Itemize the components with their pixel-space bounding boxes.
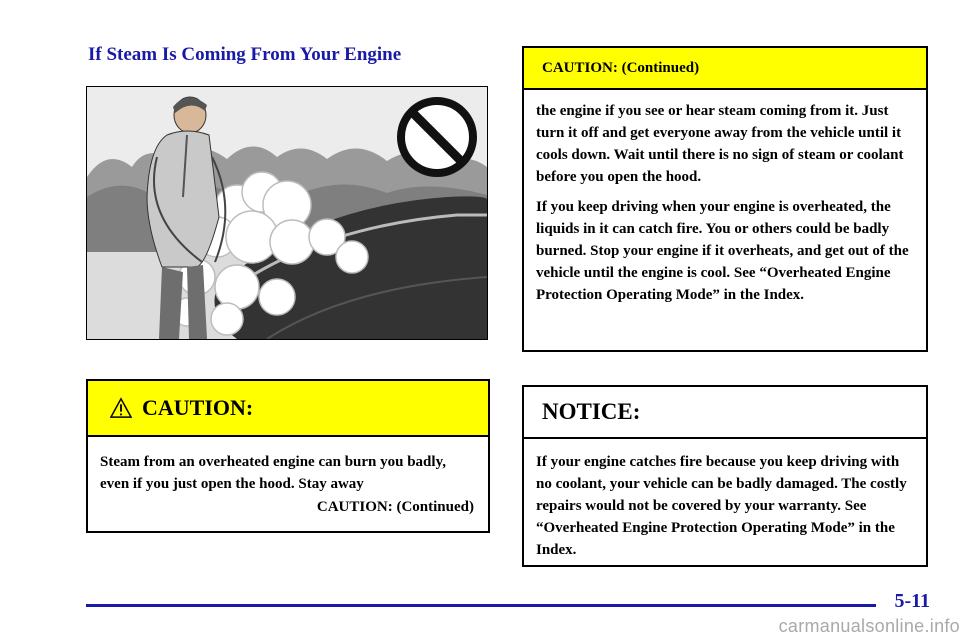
caution-box <box>86 379 490 533</box>
caution-continued-paragraph: the engine if you see or hear steam coming from it. Just turn it off and get everyone away from the vehicle until it cools down. Wait until there is no sign of steam or coolant before you open the hood. <box>536 103 904 185</box>
caution-continued-body <box>524 90 926 306</box>
steam-engine-illustration <box>86 86 488 340</box>
warning-triangle-icon <box>110 397 132 419</box>
section-heading: If Steam Is Coming From Your Engine <box>88 44 402 65</box>
caution-title: CAUTION: <box>142 395 254 420</box>
caution-continued-paragraph: If you keep driving when your engine is overheated, the liquids in it can catch fire. You or others could be badly burned. Stop your engine if it overheats, and get out of the vehicle until the engine is cool. See “Overheated Engine Protection Operating Mode” in the Index. <box>536 199 909 303</box>
notice-box <box>522 385 928 567</box>
caution-continued-box <box>522 46 928 352</box>
watermark: carmanualsonline.info <box>778 616 960 636</box>
notice-body: If your engine catches fire because you keep driving with no coolant, your vehicle can be badly damaged. The costly repairs would not be covered by your warranty. See “Overheated Engine Protection Operating Mode” in the Index. <box>536 454 907 558</box>
footer-rule <box>86 604 876 607</box>
page-number: 5-11 <box>894 590 930 612</box>
caution-continued-label: CAUTION: (Continued) <box>316 499 474 515</box>
caution-continued-header: CAUTION: (Continued) <box>524 48 926 90</box>
notice-header: NOTICE: <box>524 387 926 439</box>
caution-header <box>88 381 488 437</box>
caution-text: Steam from an overheated engine can burn you badly, even if you just open the hood. Stay away <box>100 454 446 492</box>
man-steam-car-illustration <box>87 87 487 339</box>
caution-body <box>88 437 488 518</box>
prohibition-sign-icon <box>401 101 473 173</box>
